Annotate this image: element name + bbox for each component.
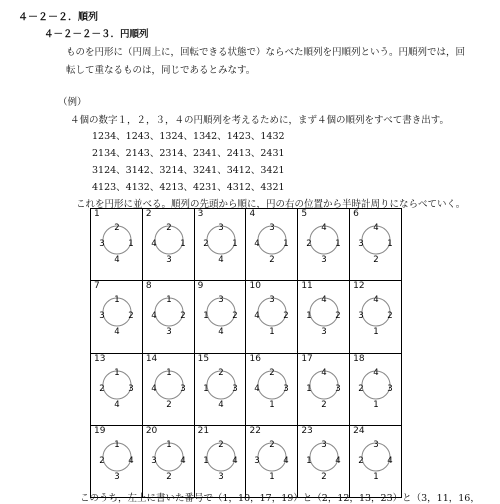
cell-number: 19 [94, 425, 106, 436]
arrangement-digit: 4 [387, 455, 393, 466]
arrangement-digit: 1 [387, 239, 393, 249]
cell-number: 22 [249, 425, 261, 436]
cell-number: 23 [301, 425, 313, 436]
arrangement-digit: 1 [114, 367, 120, 378]
arrangement-digit: 4 [254, 239, 261, 249]
arrangement-digit: 2 [358, 455, 364, 466]
arrangement-digit: 4 [180, 455, 186, 466]
arrangement-digit: 4 [114, 399, 120, 410]
arrangement-digit: 2 [283, 311, 290, 322]
arrangement-circle-diagram [252, 219, 292, 265]
arrangement-digit: 2 [128, 311, 134, 322]
arrangement-digit: 3 [180, 383, 186, 394]
arrangement-digit: 2 [217, 367, 224, 378]
arrangement-circle-diagram [201, 364, 241, 410]
arrangement-digit: 1 [306, 383, 313, 394]
arrangement-circle-diagram [201, 291, 241, 338]
arrangement-digit: 3 [387, 383, 393, 394]
arrangement-circle-diagram [201, 219, 241, 265]
arrangement-digit: 1 [202, 455, 209, 466]
table-cell [195, 281, 247, 353]
arrangement-circle-diagram [201, 436, 241, 482]
arrangement-digit: 2 [269, 367, 276, 378]
arrangement-digit: 1 [373, 399, 379, 410]
arrangement-digit: 4 [217, 327, 224, 338]
arrangement-digit: 2 [114, 223, 120, 233]
arrangement-digit: 4 [321, 295, 328, 306]
table-cell [298, 354, 350, 426]
cell-number: 9 [197, 281, 204, 292]
arrangement-digit: 3 [217, 295, 224, 306]
arrangement-digit: 4 [283, 455, 290, 466]
arrangement-digit: 3 [166, 255, 172, 265]
arrangement-digit: 2 [321, 399, 328, 410]
arrangement-digit: 3 [321, 327, 328, 338]
cell-number: 18 [353, 353, 365, 364]
table-cell [91, 426, 143, 498]
table-cell [298, 281, 350, 353]
arrangement-circle-diagram [304, 436, 344, 482]
arrangement-digit: 1 [180, 239, 186, 249]
arrangement-digit: 3 [335, 383, 342, 394]
cell-number: 5 [301, 209, 308, 219]
arrangement-digit: 2 [166, 471, 172, 482]
arrangement-digit: 3 [358, 311, 364, 322]
arrangement-digit: 3 [373, 439, 379, 450]
arrangement-digit: 2 [99, 383, 105, 394]
arrangement-digit: 1 [283, 239, 290, 249]
arrangement-digit: 4 [321, 367, 328, 378]
cell-number: 3 [197, 209, 204, 219]
arrangement-circle-diagram [252, 436, 292, 482]
arrangement-digit: 4 [151, 239, 157, 249]
arrangement-digit: 3 [231, 383, 238, 394]
cell-number: 2 [145, 209, 152, 219]
cell-number: 20 [145, 425, 158, 436]
arrangement-digit: 4 [321, 223, 328, 233]
arrangement-digit: 1 [231, 239, 238, 249]
cell-number: 24 [353, 425, 365, 436]
example-label: （例） [58, 97, 87, 108]
arrangement-digit: 2 [166, 223, 172, 233]
arrangement-digit: 4 [231, 455, 238, 466]
table-cell [143, 354, 195, 426]
arrangement-digit: 3 [128, 383, 134, 394]
arrangement-digit: 4 [217, 399, 224, 410]
arrangement-circle-diagram [304, 219, 344, 265]
example-text: ４個の数字１，２，３，４の円順列を考えるために，まず４個の順列をすべて書き出す。 [70, 115, 450, 126]
arrangement-digit: 1 [166, 295, 172, 306]
arrangement-digit: 1 [269, 327, 276, 338]
cell-number: 15 [197, 353, 210, 364]
arrangement-digit: 4 [373, 295, 379, 306]
table-cell [91, 281, 143, 353]
arrangement-digit: 1 [306, 311, 313, 322]
arrangement-digit: 3 [254, 455, 261, 466]
table-cell [350, 426, 402, 498]
conclusion-text: このうち，左上に書いた番号で（1，10，17，19）と（2，12，13，23）と（3，11，16， [80, 493, 480, 504]
arrangement-digit: 2 [321, 471, 328, 482]
table-cell [195, 426, 247, 498]
arrangement-digit: 4 [128, 455, 134, 466]
arrangement-digit: 3 [99, 239, 105, 249]
arrangement-circle-diagram [356, 364, 396, 410]
arrangement-digit: 3 [217, 471, 224, 482]
arrangement-digit: 4 [373, 223, 379, 233]
arrangement-digit: 1 [166, 439, 172, 450]
arrangement-digit: 4 [335, 455, 342, 466]
arrangement-circle-diagram [97, 436, 137, 482]
definition-line-2: 転して重なるものは，同じであるとみなす。 [66, 65, 256, 76]
arrangement-digit: 3 [283, 383, 290, 394]
cell-number: 11 [301, 281, 313, 292]
arrangement-circle-diagram [149, 291, 189, 338]
arrangement-digit: 2 [269, 439, 276, 450]
arrangement-digit: 4 [151, 311, 157, 322]
arrangement-digit: 4 [254, 311, 261, 322]
arrangement-circle-diagram [97, 291, 137, 338]
arrangement-digit: 1 [114, 439, 120, 450]
cell-number: 4 [249, 209, 256, 219]
table-cell [195, 354, 247, 426]
arrangement-digit: 2 [269, 255, 276, 265]
arrangement-digit: 4 [373, 367, 379, 378]
arrangement-digit: 1 [335, 239, 342, 249]
section-heading: ４－２－２．順列 [18, 12, 98, 23]
cell-number: 10 [249, 281, 261, 292]
arrangement-digit: 4 [114, 327, 120, 338]
cell-number: 1 [94, 209, 100, 219]
table-cell [298, 426, 350, 498]
arrangement-circle-diagram [252, 364, 292, 410]
arrangement-digit: 2 [373, 255, 379, 265]
permutation-row: 3124、3142、3214、3241、3412、3421 [92, 165, 285, 176]
arrangement-digit: 1 [373, 471, 379, 482]
table-cell [143, 426, 195, 498]
arrangement-digit: 3 [321, 439, 328, 450]
arrangement-digit: 3 [99, 311, 105, 322]
arrangement-digit: 1 [373, 327, 379, 338]
arrangement-digit: 1 [306, 455, 313, 466]
cell-number: 7 [94, 281, 100, 292]
arrangement-digit: 1 [269, 399, 276, 410]
arrangement-circle-diagram [356, 219, 396, 265]
cell-number: 12 [353, 281, 365, 292]
arrangement-circle-diagram [252, 291, 292, 338]
cell-number: 21 [197, 425, 210, 436]
table-cell [350, 354, 402, 426]
permutation-row: 4123、4132、4213、4231、4312、4321 [92, 182, 285, 193]
table-cell [246, 354, 298, 426]
table-cell [298, 209, 350, 281]
arrangement-digit: 3 [114, 471, 120, 482]
arrangement-digit: 2 [217, 439, 224, 450]
permutation-row: 2134、2143、2314、2341、2413、2431 [92, 148, 285, 159]
arrangement-circle-diagram [149, 364, 189, 410]
arrangement-digit: 3 [217, 223, 224, 233]
arrangement-digit: 3 [151, 455, 157, 466]
arrangement-digit: 2 [202, 239, 209, 249]
arrangement-digit: 3 [269, 295, 276, 306]
arrangement-digit: 1 [128, 239, 134, 249]
arrangement-instruction: これを円形に並べる。順列の先頭から順に，円の右の位置から半時計周りにならべていく。 [76, 199, 466, 210]
table-cell [143, 209, 195, 281]
definition-line-1: ものを円形に（円周上に，回転できる状態で）ならべた順列を円順列という。円順列では，回 [66, 47, 466, 58]
arrangement-digit: 3 [358, 239, 364, 249]
arrangement-digit: 4 [254, 383, 261, 394]
arrangement-circle-diagram [304, 291, 344, 338]
arrangement-circle-diagram [97, 364, 137, 410]
subsection-heading: ４－２－２－３．円順列 [44, 29, 149, 40]
table-cell [91, 354, 143, 426]
arrangement-digit: 1 [202, 383, 209, 394]
table-cell [246, 281, 298, 353]
arrangement-digit: 1 [114, 295, 120, 306]
cell-number: 8 [145, 281, 152, 292]
circular-permutation-table [90, 208, 402, 498]
table-cell [143, 281, 195, 353]
cell-number: 13 [94, 353, 106, 364]
table-cell [195, 209, 247, 281]
cell-number: 17 [301, 353, 313, 364]
cell-number: 6 [353, 209, 359, 219]
arrangement-circle-diagram [149, 219, 189, 265]
cell-number: 16 [249, 353, 261, 364]
arrangement-digit: 2 [387, 311, 393, 322]
table-cell [350, 281, 402, 353]
arrangement-circle-diagram [356, 291, 396, 338]
table-cell [246, 426, 298, 498]
arrangement-digit: 1 [166, 367, 172, 378]
cell-number: 14 [145, 353, 158, 364]
arrangement-digit: 3 [166, 327, 172, 338]
arrangement-digit: 2 [306, 239, 313, 249]
table-cell [246, 209, 298, 281]
arrangement-circle-diagram [97, 219, 137, 265]
arrangement-digit: 1 [202, 311, 209, 322]
arrangement-digit: 4 [151, 383, 157, 394]
arrangement-circle-diagram [356, 436, 396, 482]
arrangement-circle-diagram [304, 364, 344, 410]
table-cell [350, 209, 402, 281]
arrangement-circle-diagram [149, 436, 189, 482]
arrangement-digit: 2 [231, 311, 238, 322]
arrangement-digit: 2 [99, 455, 105, 466]
arrangement-digit: 2 [180, 311, 186, 322]
arrangement-digit: 2 [166, 399, 172, 410]
arrangement-digit: 2 [335, 311, 342, 322]
table-cell [91, 209, 143, 281]
arrangement-digit: 4 [217, 255, 224, 265]
arrangement-digit: 1 [269, 471, 276, 482]
arrangement-digit: 2 [358, 383, 364, 394]
permutation-row: 1234、1243、1324、1342、1423、1432 [92, 131, 285, 142]
arrangement-digit: 3 [321, 255, 328, 265]
arrangement-digit: 4 [114, 255, 120, 265]
arrangement-digit: 3 [269, 223, 276, 233]
